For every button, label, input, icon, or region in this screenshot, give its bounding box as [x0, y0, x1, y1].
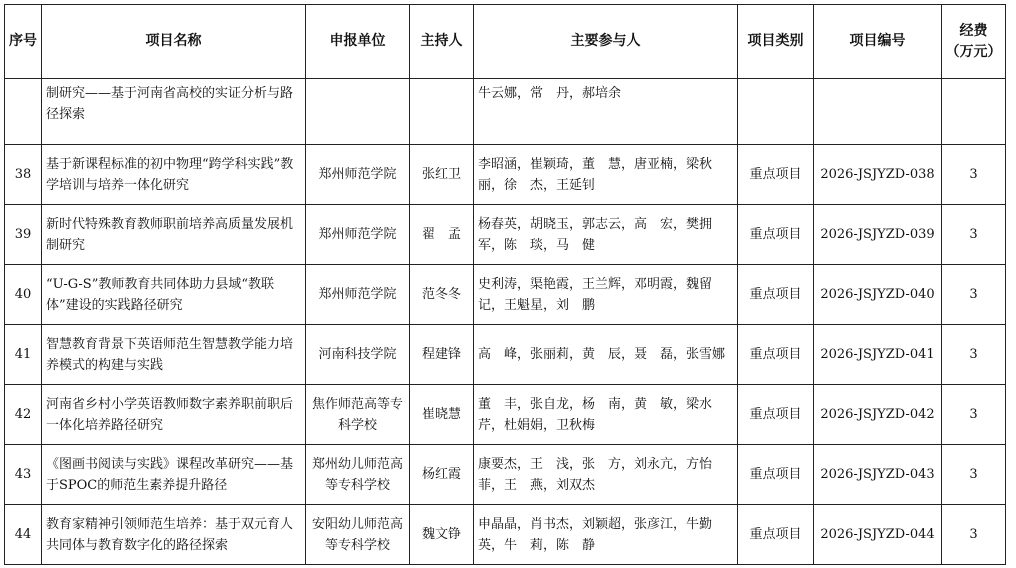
cell-code: 2026-JSJYZD-040	[814, 265, 942, 325]
cell-members: 高 峰，张丽莉，黄 辰，聂 磊，张雪娜	[474, 325, 738, 385]
cell-members: 董 丰，张自龙，杨 南，黄 敏，梁水芹，杜娟娟，卫秋梅	[474, 385, 738, 445]
cell-seq: 38	[5, 145, 42, 205]
cell-name: 新时代特殊教育教师职前培养高质量发展机制研究	[42, 205, 306, 265]
cell-host: 杨红霞	[410, 445, 474, 505]
cell-code: 2026-JSJYZD-041	[814, 325, 942, 385]
cell-host	[410, 79, 474, 145]
cell-unit: 郑州师范学院	[306, 205, 410, 265]
cell-members: 杨春英，胡晓玉，郭志云，高 宏，樊拥军，陈 琰，马 健	[474, 205, 738, 265]
cell-category: 重点项目	[738, 505, 814, 565]
cell-seq: 44	[5, 505, 42, 565]
cell-category: 重点项目	[738, 265, 814, 325]
cell-category: 重点项目	[738, 325, 814, 385]
header-seq: 序号	[5, 5, 42, 79]
cell-code: 2026-JSJYZD-043	[814, 445, 942, 505]
cell-name: “U-G-S”教师教育共同体助力县域“教联体”建设的实践路径研究	[42, 265, 306, 325]
cell-funding: 3	[942, 445, 1006, 505]
cell-category: 重点项目	[738, 205, 814, 265]
cell-name: 教育家精神引领师范生培养：基于双元育人共同体与教育数字化的路径探索	[42, 505, 306, 565]
table-row-continuation	[5, 79, 1006, 145]
cell-unit: 焦作师范高等专科学校	[306, 385, 410, 445]
cell-unit	[306, 79, 410, 145]
cell-code: 2026-JSJYZD-038	[814, 145, 942, 205]
cell-category: 重点项目	[738, 445, 814, 505]
cell-code	[814, 79, 942, 145]
cell-seq: 43	[5, 445, 42, 505]
header-name: 项目名称	[42, 5, 306, 79]
cell-host: 崔晓慧	[410, 385, 474, 445]
table-row	[5, 205, 1006, 265]
cell-code: 2026-JSJYZD-042	[814, 385, 942, 445]
header-members: 主要参与人	[474, 5, 738, 79]
cell-funding: 3	[942, 385, 1006, 445]
cell-name: 制研究——基于河南省高校的实证分析与路径探索	[42, 79, 306, 145]
table-row	[5, 505, 1006, 565]
cell-category	[738, 79, 814, 145]
project-table	[4, 4, 1006, 565]
cell-seq: 39	[5, 205, 42, 265]
cell-name: 《图画书阅读与实践》课程改革研究——基于SPOC的师范生素养提升路径	[42, 445, 306, 505]
header-unit: 申报单位	[306, 5, 410, 79]
header-row	[5, 5, 1006, 79]
cell-seq: 40	[5, 265, 42, 325]
header-code: 项目编号	[814, 5, 942, 79]
cell-unit: 郑州幼儿师范高等专科学校	[306, 445, 410, 505]
cell-members: 申晶晶，肖书杰，刘颖超，张彦江，牛勤英，牛 莉，陈 静	[474, 505, 738, 565]
cell-host: 程建锋	[410, 325, 474, 385]
header-category: 项目类别	[738, 5, 814, 79]
header-funding-line2: （万元）	[945, 43, 1002, 60]
cell-host: 翟 孟	[410, 205, 474, 265]
cell-funding	[942, 79, 1006, 145]
cell-name: 智慧教育背景下英语师范生智慧教学能力培养模式的构建与实践	[42, 325, 306, 385]
cell-funding: 3	[942, 205, 1006, 265]
cell-unit: 安阳幼儿师范高等专科学校	[306, 505, 410, 565]
table-row	[5, 325, 1006, 385]
cell-host: 张红卫	[410, 145, 474, 205]
table-row	[5, 445, 1006, 505]
table-row	[5, 145, 1006, 205]
project-table-wrapper	[4, 4, 1006, 565]
cell-members: 牛云娜，常 丹，郝培余	[474, 79, 738, 145]
cell-members: 李昭涵，崔颖琦，董 慧，唐亚楠，梁秋丽，徐 杰，王延钊	[474, 145, 738, 205]
cell-funding: 3	[942, 505, 1006, 565]
cell-seq: 41	[5, 325, 42, 385]
header-host: 主持人	[410, 5, 474, 79]
cell-code: 2026-JSJYZD-039	[814, 205, 942, 265]
header-funding	[942, 5, 1006, 79]
cell-name: 基于新课程标准的初中物理“跨学科实践”教学培训与培养一体化研究	[42, 145, 306, 205]
cell-funding: 3	[942, 265, 1006, 325]
cell-category: 重点项目	[738, 385, 814, 445]
cell-unit: 郑州师范学院	[306, 265, 410, 325]
table-row	[5, 265, 1006, 325]
cell-unit: 河南科技学院	[306, 325, 410, 385]
cell-category: 重点项目	[738, 145, 814, 205]
cell-seq	[5, 79, 42, 145]
table-row	[5, 385, 1006, 445]
cell-members: 史利涛，渠艳霞，王兰辉，邓明霞，魏留记，王魁星，刘 鹏	[474, 265, 738, 325]
cell-host: 范冬冬	[410, 265, 474, 325]
cell-members: 康要杰，王 浅，张 方，刘永亢，方怡菲，王 燕，刘双杰	[474, 445, 738, 505]
cell-name: 河南省乡村小学英语教师数字素养职前职后一体化培养路径研究	[42, 385, 306, 445]
cell-funding: 3	[942, 145, 1006, 205]
cell-host: 魏文铮	[410, 505, 474, 565]
header-funding-line1: 经费	[959, 22, 988, 39]
cell-seq: 42	[5, 385, 42, 445]
cell-unit: 郑州师范学院	[306, 145, 410, 205]
cell-funding: 3	[942, 325, 1006, 385]
cell-code: 2026-JSJYZD-044	[814, 505, 942, 565]
